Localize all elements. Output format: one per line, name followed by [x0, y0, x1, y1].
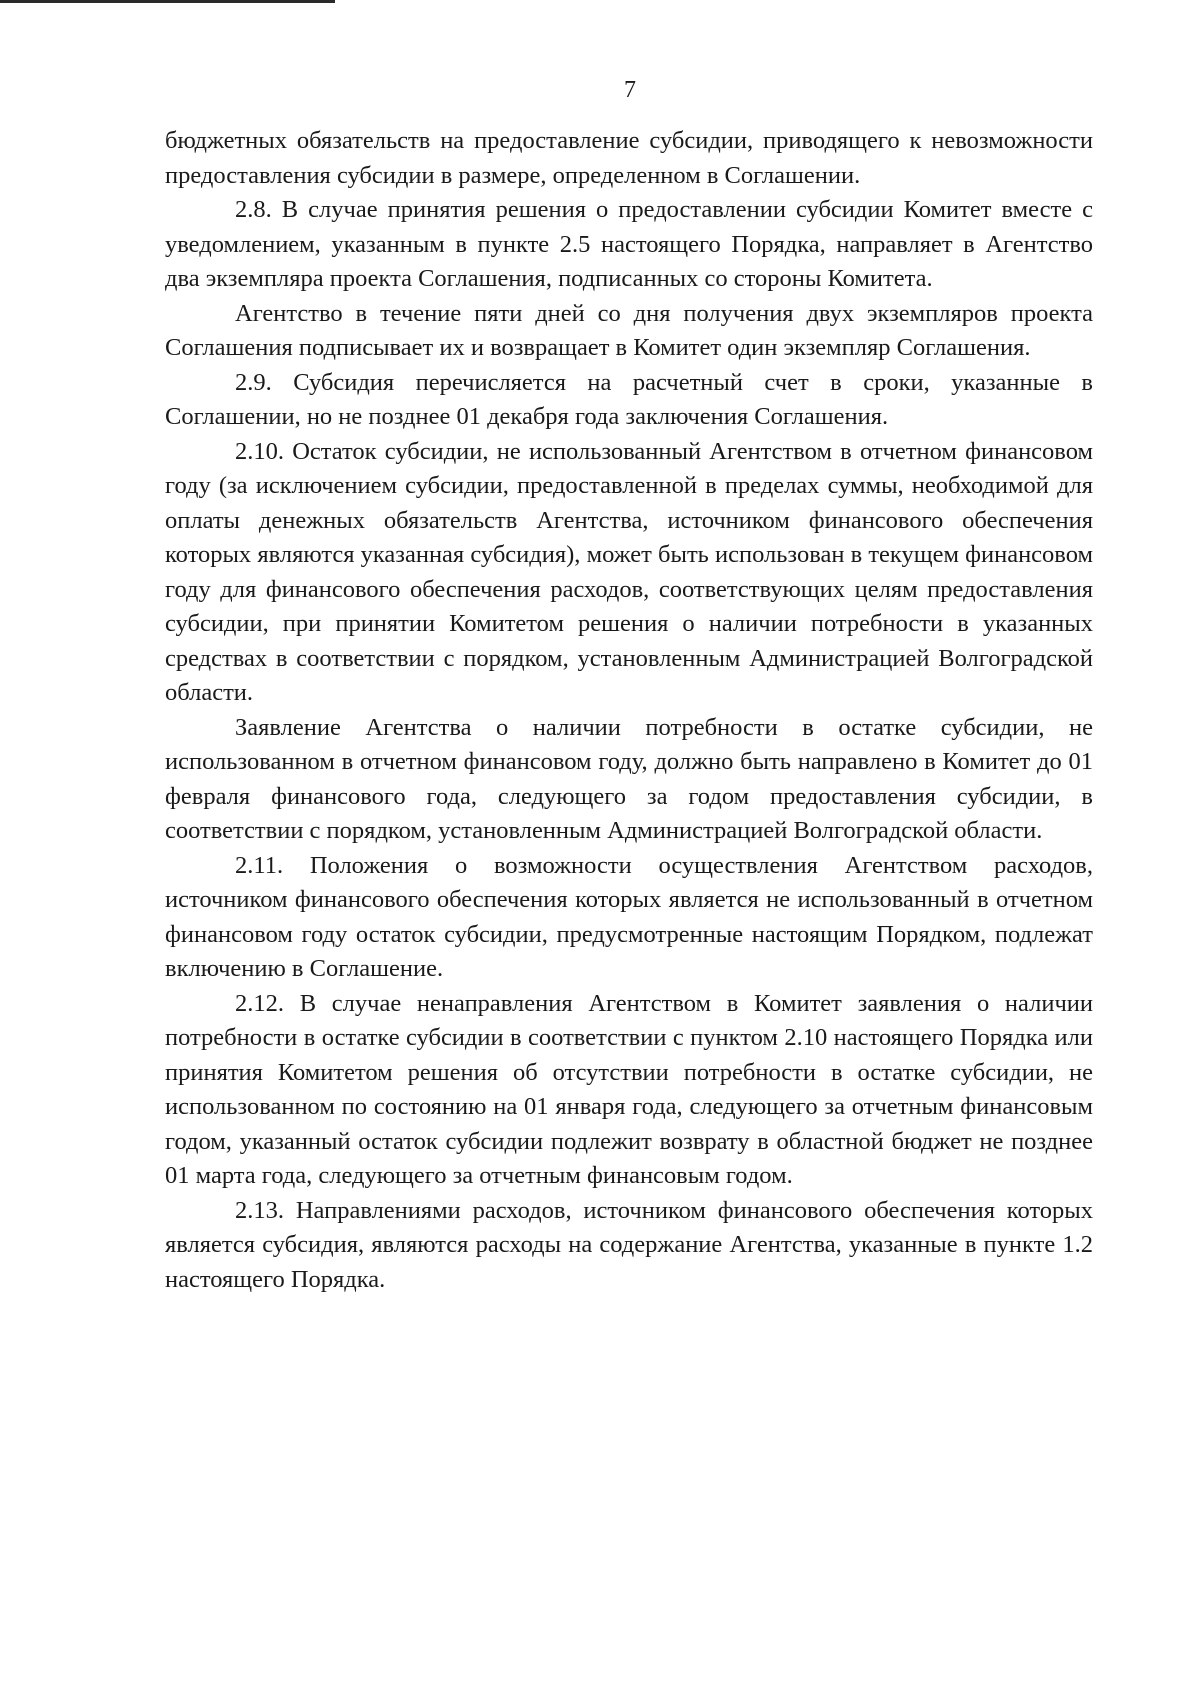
paragraph-clause-2-8-agency: Агентство в течение пяти дней со дня получения двух экземпляров проекта Соглашения подписывает их и возвращает в Комитет один экземпляр Соглашения.: [165, 299, 1093, 361]
top-rule: [0, 0, 335, 3]
document-body: [165, 124, 1093, 1297]
paragraph-continuation: бюджетных обязательств на предоставление субсидии, приводящего к невозможности предоставления субсидии в размере, определенном в Соглашении.: [165, 127, 1093, 189]
paragraph-clause-2-10-application: Заявление Агентства о наличии потребности в остатке субсидии, не использованном в отчетном финансовом году, должно быть направлено в Комитет до 01 февраля финансового года, следующего за годом предоставления субсидии, в соответствии с порядком, установленным Администрацией Волгоградской области.: [165, 713, 1093, 844]
page-number: 7: [624, 77, 636, 103]
paragraph-clause-2-9: 2.9. Субсидия перечисляется на расчетный счет в сроки, указанные в Соглашении, но не позднее 01 декабря года заключения Соглашения.: [165, 368, 1093, 430]
paragraph-clause-2-12: 2.12. В случае ненаправления Агентством в Комитет заявления о наличии потребности в остатке субсидии в соответствии с пунктом 2.10 настоящего Порядка или принятия Комитетом решения об отсутствии потребности в остатке субсидии, не использованном по состоянию на 01 января года, следующего за отчетным финансовым годом, указанный остаток субсидии подлежит возврату в областной бюджет не позднее 01 марта года, следующего за отчетным финансовым годом.: [165, 989, 1093, 1189]
paragraph-clause-2-11: 2.11. Положения о возможности осуществления Агентством расходов, источником финансового обеспечения которых является не использованный в отчетном финансовом году остаток субсидии, предусмотренные настоящим Порядком, подлежат включению в Соглашение.: [165, 851, 1093, 982]
paragraph-clause-2-8: 2.8. В случае принятия решения о предоставлении субсидии Комитет вместе с уведомлением, указанным в пункте 2.5 настоящего Порядка, направляет в Агентство два экземпляра проекта Соглашения, подписанных со стороны Комитета.: [165, 196, 1093, 292]
paragraph-clause-2-13: 2.13. Направлениями расходов, источником финансового обеспечения которых является субсидия, являются расходы на содержание Агентства, указанные в пункте 1.2 настоящего Порядка.: [165, 1196, 1093, 1293]
paragraph-clause-2-10: 2.10. Остаток субсидии, не использованный Агентством в отчетном финансовом году (за исключением субсидии, предоставленной в пределах суммы, необходимой для оплаты денежных обязательств Агентства, источником финансового обеспечения которых являются указанная субсидия), может быть использован в текущем финансовом году для финансового обеспечения расходов, соответствующих целям предоставления субсидии, при принятии Комитетом решения о наличии потребности в указанных средствах в соответствии с порядком, установленным Администрацией Волгоградской области.: [165, 437, 1093, 706]
